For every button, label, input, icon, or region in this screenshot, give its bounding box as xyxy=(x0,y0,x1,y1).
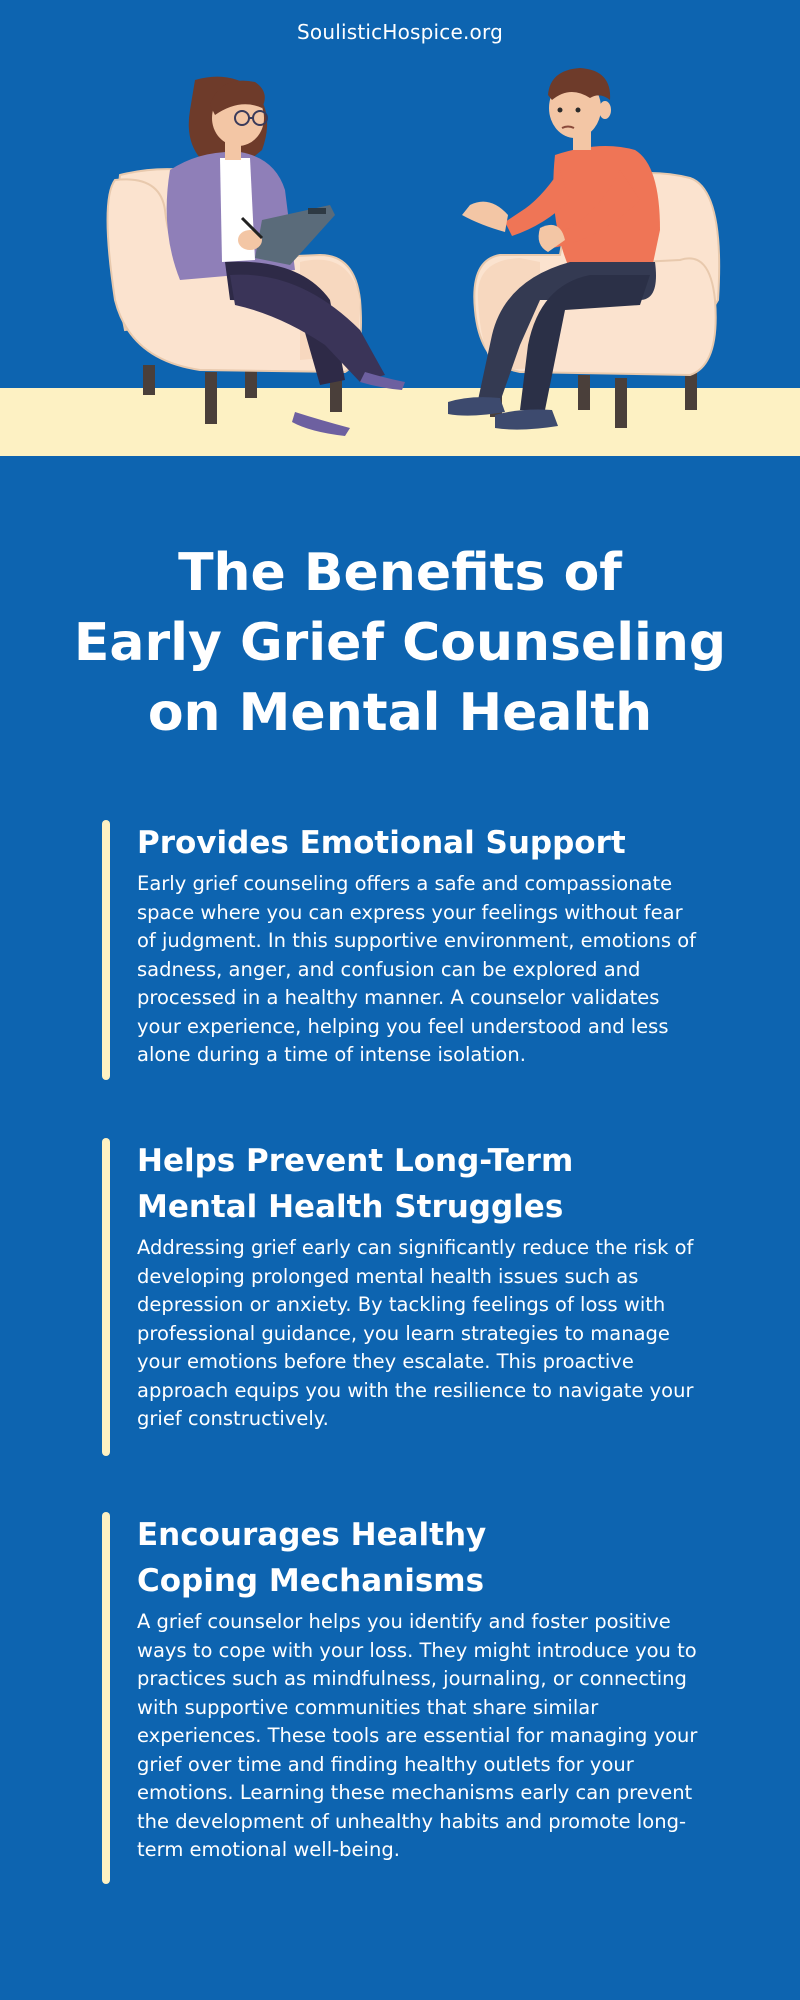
heading-line-1: Provides Emotional Support xyxy=(137,825,626,861)
section-heading xyxy=(137,1138,702,1230)
heading-line-2: Mental Health Struggles xyxy=(137,1189,564,1225)
title-line-3: on Mental Health xyxy=(147,683,653,743)
hero-illustration xyxy=(0,0,800,456)
section-prevent-struggles xyxy=(102,1138,702,1456)
section-emotional-support xyxy=(102,820,702,1080)
site-url[interactable]: SoulisticHospice.org xyxy=(297,20,503,44)
heading-line-1: Encourages Healthy xyxy=(137,1517,487,1553)
section-heading xyxy=(137,820,702,866)
section-heading xyxy=(137,1512,702,1604)
title-line-2: Early Grief Counseling xyxy=(73,613,727,673)
accent-bar xyxy=(102,1512,110,1884)
accent-bar xyxy=(102,820,110,1080)
counseling-session-illustration xyxy=(0,0,800,456)
page-title xyxy=(0,538,800,748)
heading-line-2: Coping Mechanisms xyxy=(137,1563,485,1599)
section-body: Addressing grief early can significantly reduce the risk of developing prolonged mental health issues such as depression or anxiety. By tackling feelings of loss with professional guidance, you learn strategies to manage your emotions before they escalate. This proactive approach equips you with the resilience to navigate your grief constructively. xyxy=(137,1236,694,1430)
section-coping-mechanisms xyxy=(102,1512,702,1884)
accent-bar xyxy=(102,1138,110,1456)
section-body: A grief counselor helps you identify and foster positive ways to cope with your loss. They might introduce you to practices such as mindfulness, journaling, or connecting with supportive communities that share similar experiences. These tools are essential for managing your grief over time and finding healthy outlets for your emotions. Learning these mechanisms early can prevent the development of unhealthy habits and promote long-term emotional well-being. xyxy=(137,1610,698,1861)
heading-line-1: Helps Prevent Long-Term xyxy=(137,1143,574,1179)
client-figure xyxy=(448,68,660,430)
floor-strip xyxy=(0,388,800,456)
counselor-figure xyxy=(167,77,405,436)
section-body: Early grief counseling offers a safe and compassionate space where you can express your feelings without fear of judgment. In this supportive environment, emotions of sadness, anger, and confusion can be explored and processed in a healthy manner. A counselor validates your experience, helping you feel understood and less alone during a time of intense isolation. xyxy=(137,872,697,1066)
title-line-1: The Benefits of xyxy=(178,543,622,603)
